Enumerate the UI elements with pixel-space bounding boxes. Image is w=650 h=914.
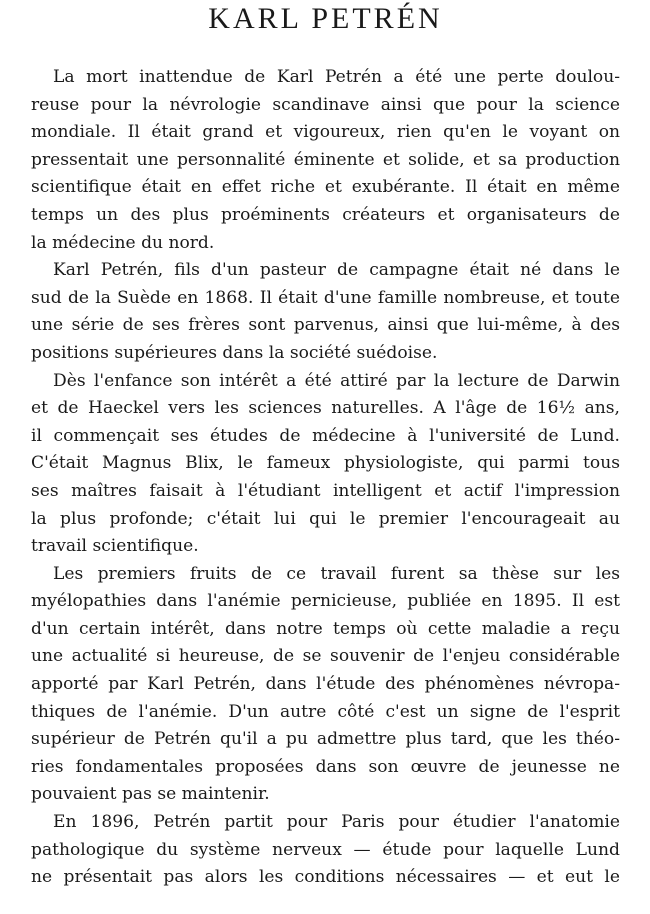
text-line: reuse pour la névrologie scandinave ainsi que pour la science <box>31 94 620 115</box>
text-line: C'était Magnus Blix, le fameux physiologiste, qui parmi tous <box>31 453 620 474</box>
text-line: pressentait une personnalité éminente et solide, et sa production <box>31 149 620 170</box>
text-line: mondiale. Il était grand et vigoureux, rien qu'en le voyant on <box>31 122 620 143</box>
text-line: sud de la Suède en 1868. Il était d'une famille nombreuse, et toute <box>31 287 620 308</box>
paragraph <box>31 257 620 367</box>
paragraph <box>31 809 620 892</box>
article-body <box>31 64 620 892</box>
text-line: myélopathies dans l'anémie pernicieuse, publiée en 1895. Il est <box>31 591 620 612</box>
paragraph <box>31 561 620 809</box>
text-line: pathologique du système nerveux — étude pour laquelle Lund <box>31 839 620 860</box>
text-line: La mort inattendue de Karl Petrén a été une perte doulou- <box>53 67 620 87</box>
paragraph <box>31 368 620 561</box>
text-line: et de Haeckel vers les sciences naturelles. A l'âge de 16½ ans, <box>31 398 620 419</box>
text-line: travail scientifique. <box>31 536 199 557</box>
text-line: la médecine du nord. <box>31 232 215 253</box>
text-line: Les premiers fruits de ce travail furent sa thèse sur les <box>53 563 620 584</box>
text-line: la plus profonde; c'était lui qui le premier l'encourageait au <box>31 508 620 529</box>
text-line: Dès l'enfance son intérêt a été attiré par la lecture de Darwin <box>53 370 620 391</box>
text-line: temps un des plus proéminents créateurs et organisateurs de <box>31 204 620 225</box>
text-line: Karl Petrén, fils d'un pasteur de campagne était né dans le <box>53 260 620 281</box>
paragraph <box>31 64 620 257</box>
text-line: pouvaient pas se maintenir. <box>31 784 270 805</box>
text-line: il commençait ses études de médecine à l'université de Lund. <box>31 425 620 446</box>
text-line: positions supérieures dans la société suédoise. <box>31 342 438 363</box>
text-line: une actualité si heureuse, de se souvenir de l'enjeu considérable <box>31 646 620 667</box>
text-line: supérieur de Petrén qu'il a pu admettre plus tard, que les théo- <box>31 729 620 750</box>
article-title: KARL PETRÉN <box>208 2 443 35</box>
text-line: apporté par Karl Petrén, dans l'étude des phénomènes névropa- <box>31 674 620 695</box>
text-line: ries fondamentales proposées dans son œuvre de jeunesse ne <box>31 756 620 777</box>
text-line: thiques de l'anémie. D'un autre côté c'est un signe de l'esprit <box>31 701 620 722</box>
text-line: ne présentait pas alors les conditions nécessaires — et eut le <box>31 867 620 888</box>
text-line: En 1896, Petrén partit pour Paris pour étudier l'anatomie <box>53 812 620 833</box>
text-line: scientifique était en effet riche et exubérante. Il était en même <box>31 177 620 198</box>
text-line: une série de ses frères sont parvenus, ainsi que lui-même, à des <box>31 315 620 336</box>
text-line: ses maîtres faisait à l'étudiant intelligent et actif l'impression <box>31 480 620 501</box>
text-line: d'un certain intérêt, dans notre temps où cette maladie a reçu <box>31 618 620 639</box>
